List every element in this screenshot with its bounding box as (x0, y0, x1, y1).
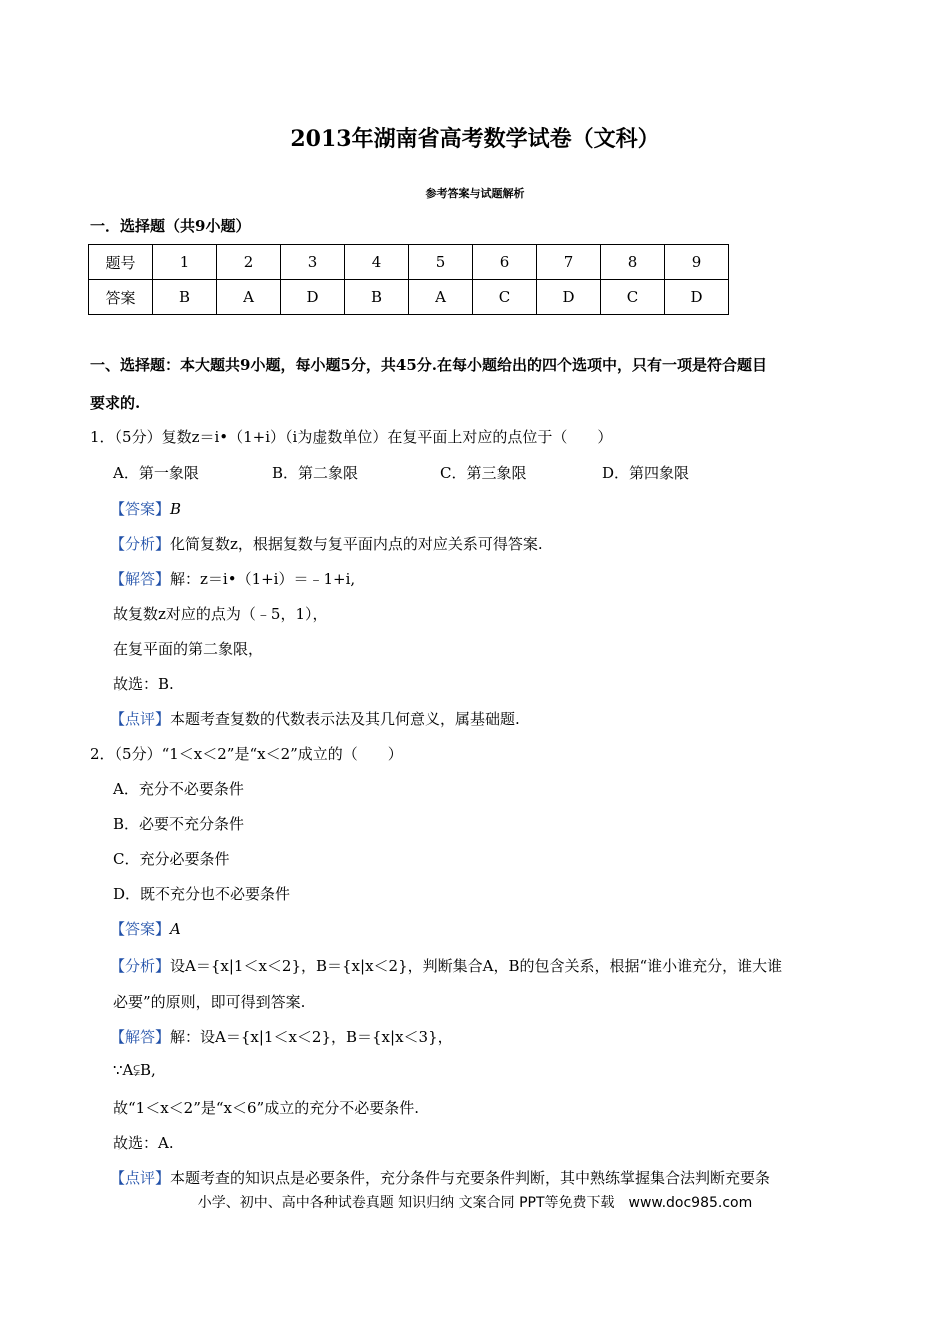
table-cell: 1 (153, 245, 217, 280)
q1-option-a: A．第一象限 (113, 464, 199, 482)
table-cell: D (537, 280, 601, 315)
table-cell: 9 (665, 245, 729, 280)
q1-analysis (110, 533, 543, 554)
solution-tag: 【解答】 (110, 570, 171, 588)
comment-tag: 【点评】 (110, 710, 171, 728)
table-cell: A (217, 280, 281, 315)
table-cell: C (601, 280, 665, 315)
q2-option-b: B．必要不充分条件 (113, 815, 245, 833)
q2-answer (110, 918, 181, 939)
page-footer: 小学、初中、高中各种试卷真题 知识归纳 文案合同 PPT等免费下载 www.doc985.com (197, 1195, 753, 1211)
solution-text: 解：设A＝{x|1＜x＜2}，B＝{x|x＜3}， (170, 1028, 453, 1046)
answer-table (88, 244, 729, 315)
table-cell: 3 (281, 245, 345, 280)
intro-line-1: 一、选择题：本大题共9小题，每小题5分，共45分.在每小题给出的四个选项中，只有一项是符合题目 (90, 356, 767, 374)
intro-line-2: 要求的. (90, 394, 141, 412)
q1-solution-line-2: 故复数z对应的点为（﹣5，1）， (113, 605, 328, 623)
analysis-text: 化简复数z，根据复数与复平面内点的对应关系可得答案. (170, 535, 543, 553)
q2-analysis-line-2: 必要”的原则，即可得到答案. (113, 993, 306, 1011)
q2-solution-line-3: 故“1＜x＜2”是“x＜6”成立的充分不必要条件. (113, 1099, 419, 1117)
comment-text: 本题考查复数的代数表示法及其几何意义，属基础题. (170, 710, 520, 728)
q1-comment (110, 708, 520, 729)
q2-solution (110, 1026, 453, 1047)
q1-solution-line-4: 故选：B. (113, 675, 174, 693)
answer-value: B (170, 500, 182, 518)
answer-tag: 【答案】 (110, 500, 171, 518)
comment-text: 本题考查的知识点是必要条件，充分条件与充要条件判断，其中熟练掌握集合法判断充要条 (170, 1169, 771, 1187)
table-cell: B (153, 280, 217, 315)
q1-stem: 1．（5分）复数z＝i•（1+i）（i为虚数单位）在复平面上对应的点位于（ ） (90, 428, 613, 446)
table-cell: 6 (473, 245, 537, 280)
table-cell: B (345, 280, 409, 315)
solution-text: 解：z＝i•（1+i）＝﹣1+i, (170, 570, 356, 588)
answer-tag: 【答案】 (110, 920, 171, 938)
table-cell: D (665, 280, 729, 315)
table-cell: A (409, 280, 473, 315)
q2-comment (110, 1167, 770, 1188)
q1-option-c: C．第三象限 (440, 464, 527, 482)
solution-tag: 【解答】 (110, 1028, 171, 1046)
table-cell: C (473, 280, 537, 315)
table-cell: 7 (537, 245, 601, 280)
table-cell: 5 (409, 245, 473, 280)
q2-option-a: A．充分不必要条件 (113, 780, 244, 798)
page-title: 2013年湖南省高考数学试卷（文科） (290, 126, 660, 152)
row-header-number: 题号 (89, 245, 153, 280)
q2-option-c: C．充分必要条件 (113, 850, 230, 868)
row-header-answer: 答案 (89, 280, 153, 315)
analysis-tag: 【分析】 (110, 535, 171, 553)
q2-solution-line-4: 故选：A. (113, 1134, 174, 1152)
table-cell: 4 (345, 245, 409, 280)
analysis-text: 设A＝{x|1＜x＜2}，B＝{x|x＜2}，判断集合A，B的包含关系，根据“谁小谁充分，谁大谁 (170, 957, 783, 975)
section-heading: 一．选择题（共9小题） (90, 217, 251, 235)
q2-analysis (110, 955, 782, 976)
q2-solution-line-2: ∵A⫋B, (113, 1061, 156, 1079)
q1-option-b: B．第二象限 (272, 464, 359, 482)
table-row (89, 245, 729, 280)
q2-option-d: D．既不充分也不必要条件 (113, 885, 291, 903)
table-row (89, 280, 729, 315)
q1-solution (110, 568, 355, 589)
q1-option-d: D．第四象限 (602, 464, 690, 482)
answer-value: A (170, 920, 181, 938)
table-cell: 8 (601, 245, 665, 280)
table-cell: 2 (217, 245, 281, 280)
q2-stem: 2．（5分）“1＜x＜2”是“x＜2”成立的（ ） (90, 745, 403, 763)
page-subtitle: 参考答案与试题解析 (425, 187, 525, 200)
analysis-tag: 【分析】 (110, 957, 171, 975)
table-cell: D (281, 280, 345, 315)
q1-solution-line-3: 在复平面的第二象限， (113, 640, 264, 658)
comment-tag: 【点评】 (110, 1169, 171, 1187)
q1-answer (110, 498, 181, 519)
